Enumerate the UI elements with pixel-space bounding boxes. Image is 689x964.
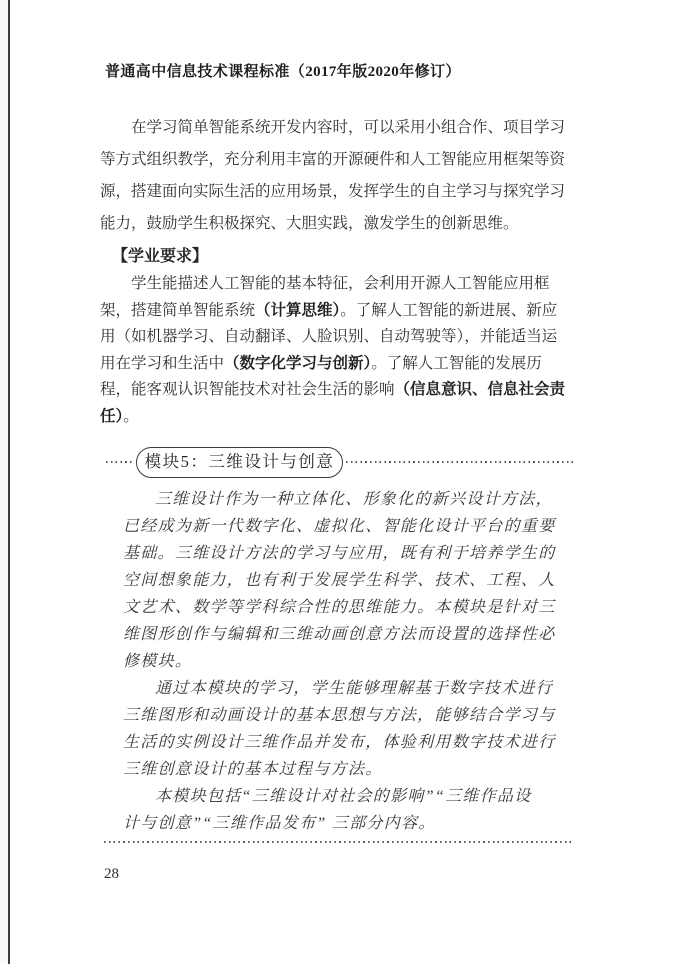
text-line: 生活的实例设计三维作品并发布，体验利用数字技术进行 (123, 734, 556, 751)
text-line: 空间想象能力，也有利于发展学生科学、技术、工程、人 (123, 572, 556, 589)
text-segment: 。了解人工智能的发展历 (371, 354, 542, 372)
text-line (100, 351, 565, 378)
text-line: 在学习简单智能系统开发内容时，可以采用小组合作、项目学习 (131, 119, 566, 136)
intro-paragraph (100, 112, 565, 240)
text-line: 能力，鼓励学生积极探究、大胆实践，激发学生的创新思维。 (100, 215, 519, 232)
text-line: 文艺术、数学等学科综合性的思维能力。本模块是针对三 (123, 599, 556, 616)
text-line (100, 324, 565, 351)
page-margin-shade (0, 0, 8, 964)
bold-term-information-awareness: （信息意识、信息社会责 (394, 381, 566, 398)
text-segment: 。了解人工智能的新进展、新应 (340, 301, 558, 319)
text-line: 源，搭建面向实际生活的应用场景，发挥学生的自主学习与探究学习 (100, 183, 566, 200)
text-line: 三维图形和动画设计的基本思想与方法，能够结合学习与 (123, 707, 556, 724)
module-5-description (123, 486, 556, 837)
text-segment: 用在学习和生活中 (100, 354, 225, 372)
text-line (100, 298, 565, 325)
dotted-divider-bottom (104, 841, 572, 843)
dotted-leader-right (346, 461, 573, 463)
bold-term-continuation: 任） (100, 407, 124, 425)
running-header-title: 普通高中信息技术课程标准（2017年版2020年修订） (105, 64, 461, 80)
text-line: 计与创意”“三维作品发布” 三部分内容。 (123, 815, 436, 832)
page-number: 28 (104, 866, 119, 882)
text-segment: 学生能描述人工智能的基本特征，会利用开源人工智能应用框 (131, 275, 550, 292)
section-heading-academic-requirements: 【学业要求】 (112, 248, 209, 265)
text-segment: 用（如机器学习、自动翻译、人脸识别、自动驾驶等），并能适当运 (100, 328, 558, 345)
text-line: 基础。三维设计方法的学习与应用，既有利于培养学生的 (123, 545, 556, 562)
text-line (100, 271, 565, 298)
text-line: 等方式组织教学，充分利用丰富的开源硬件和人工智能应用框架等资 (100, 151, 566, 168)
bold-term-digital-learning-innovation: （数字化学习与创新） (224, 354, 372, 372)
dotted-leader-left (106, 461, 135, 463)
academic-requirements-paragraph (100, 271, 565, 430)
text-segment: 程，能客观认识智能技术对社会生活的影响 (100, 381, 395, 398)
text-line (100, 404, 565, 431)
text-line: 三维创意设计的基本过程与方法。 (123, 761, 383, 778)
page-left-edge (8, 0, 10, 964)
text-line: 三维设计作为一种立体化、形象化的新兴设计方法， (155, 491, 553, 508)
module-5-badge: 模块5：三维设计与创意 (136, 447, 343, 478)
text-line: 修模块。 (123, 653, 193, 670)
text-line: 通过本模块的学习，学生能够理解基于数字技术进行 (155, 680, 553, 697)
text-segment: 。 (123, 407, 139, 425)
text-line: 已经成为新一代数字化、虚拟化、智能化设计平台的重要 (123, 518, 556, 535)
text-segment: 架，搭建简单智能系统 (100, 301, 256, 319)
text-line: 本模块包括“三维设计对社会的影响”“三维作品设 (155, 788, 532, 805)
text-line: 维图形创作与编辑和三维动画创意方法而设置的选择性必 (123, 626, 556, 643)
bold-term-computational-thinking: （计算思维） (255, 301, 341, 319)
text-line (100, 377, 565, 404)
